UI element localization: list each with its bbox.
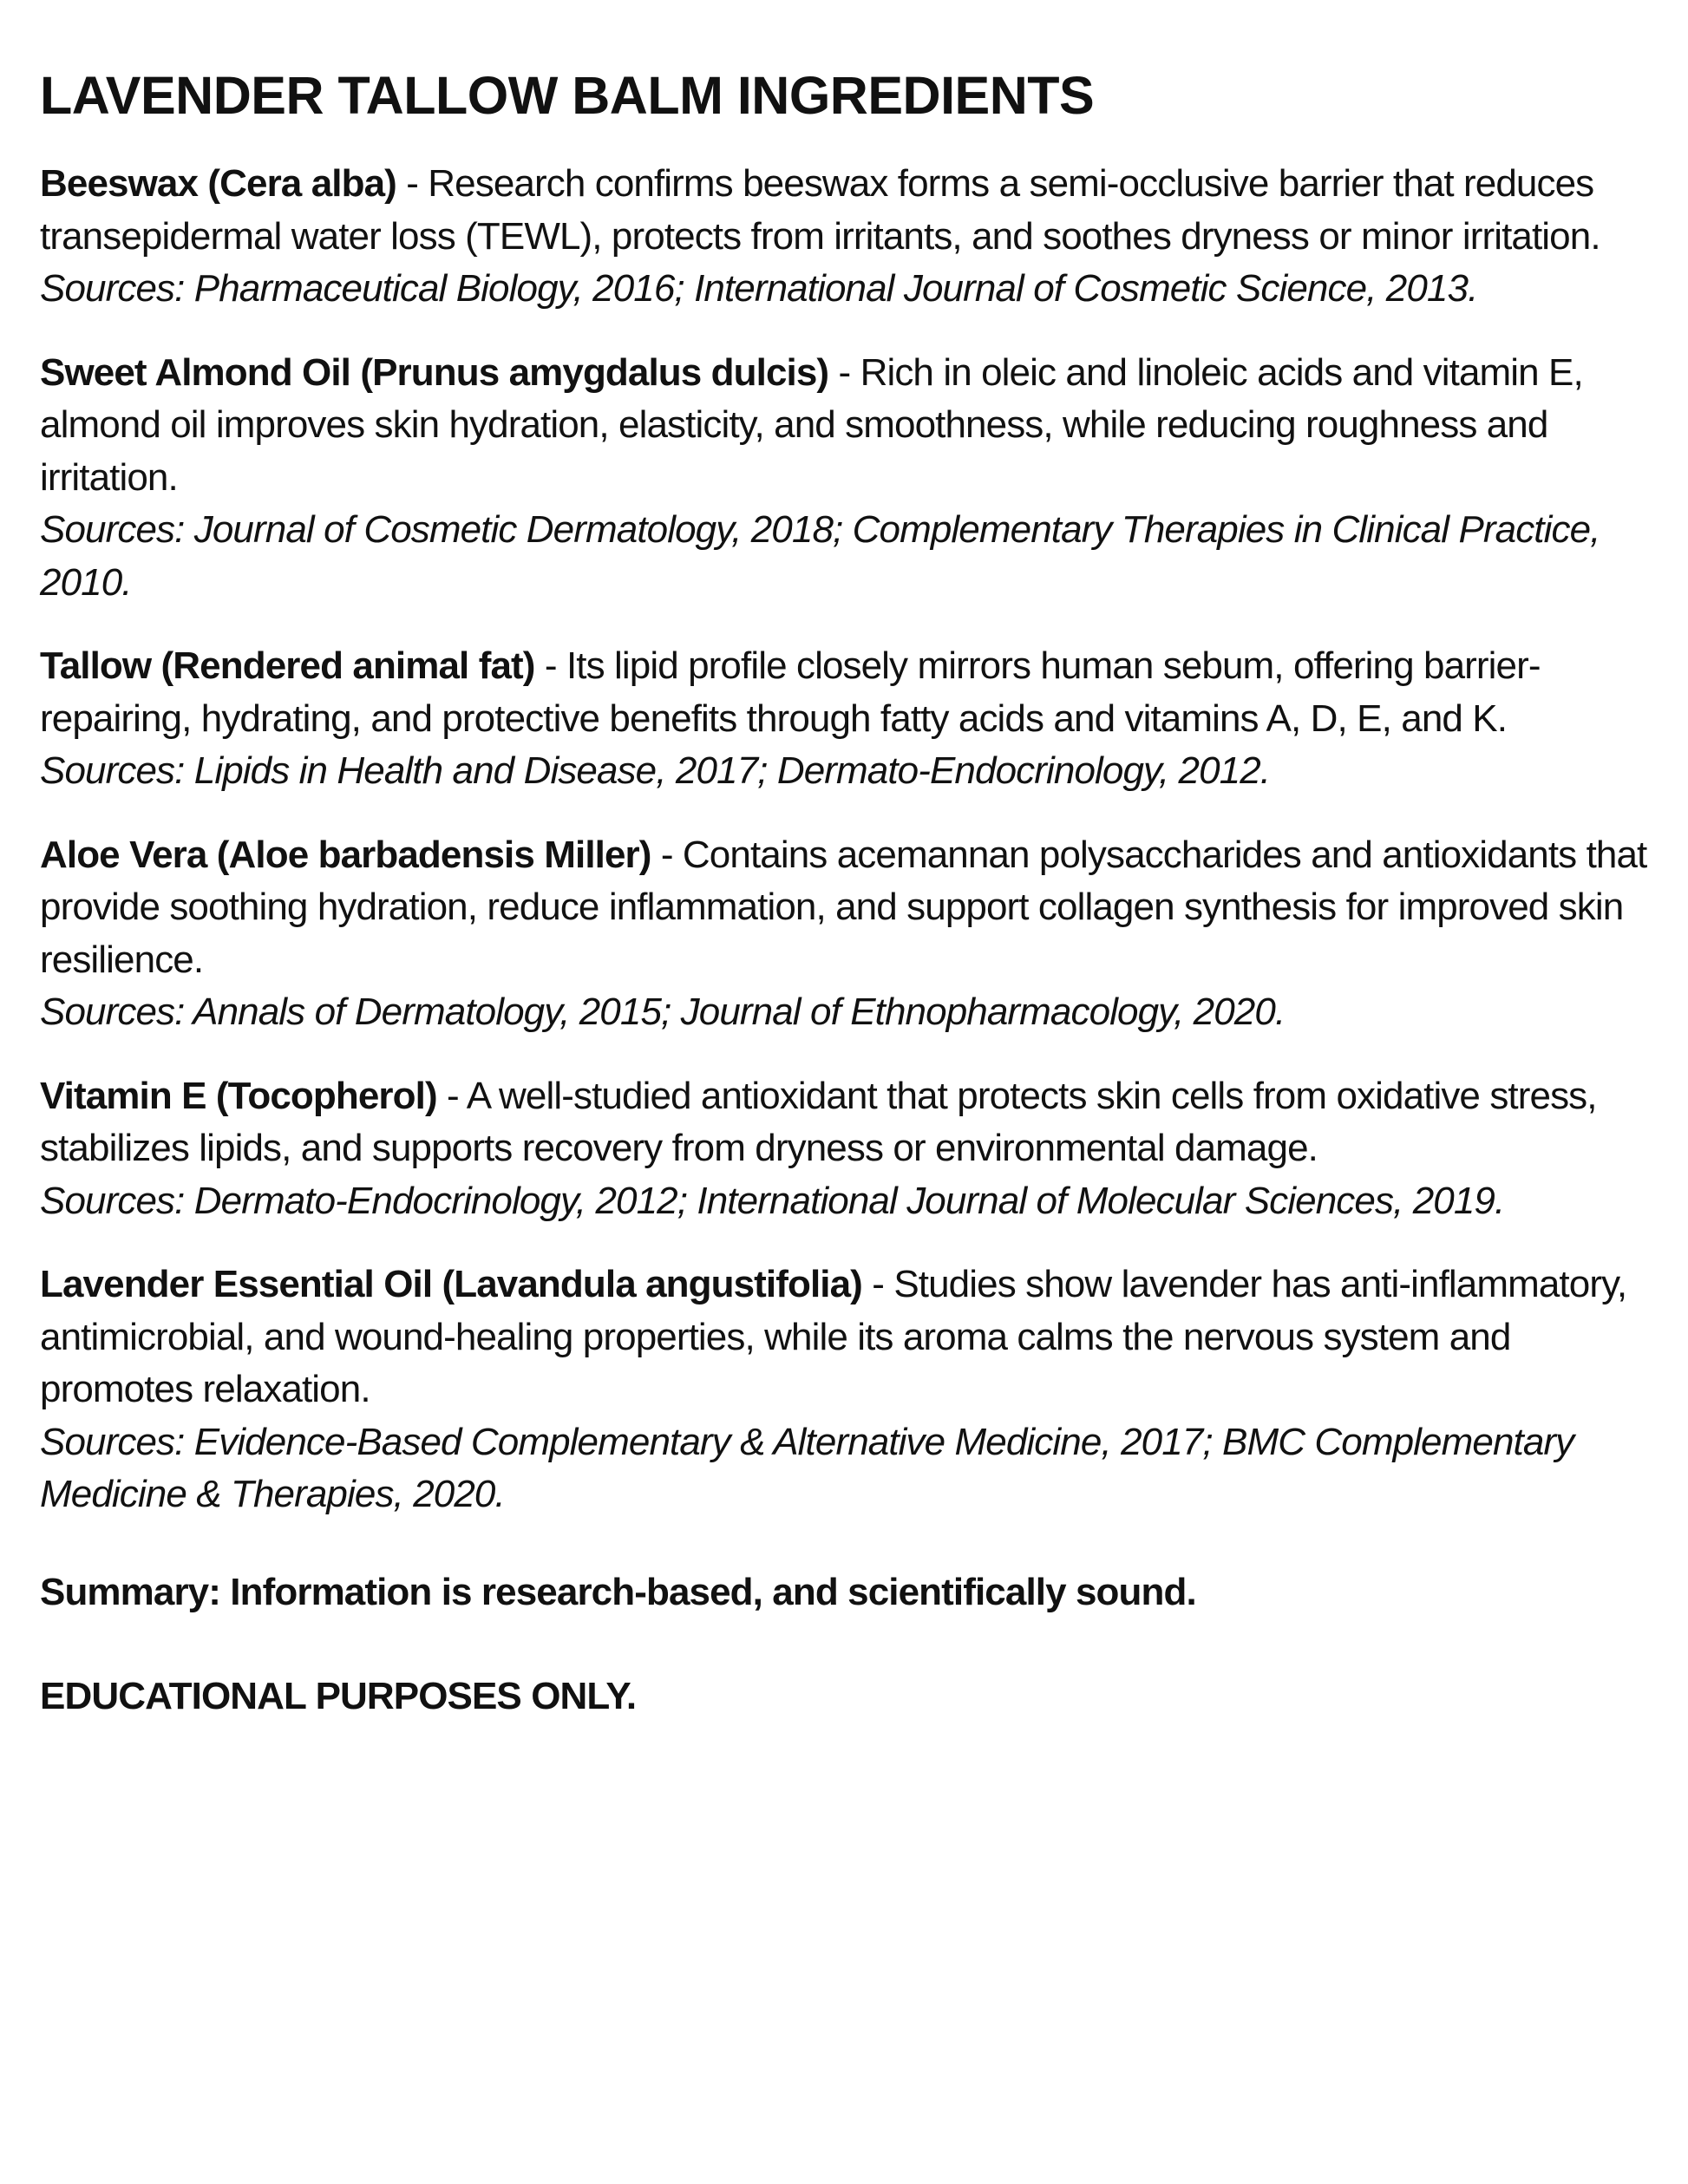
ingredient-sources: Sources: Lipids in Health and Disease, 2017; Dermato-Endocrinology, 2012. [40,749,1271,792]
document-title: LAVENDER TALLOW BALM INGREDIENTS [40,66,1095,125]
ingredient-sources: Sources: Journal of Cosmetic Dermatology, 2018; Complementary Therapies in Clinical Practice, 2010. [40,508,1600,604]
ingredient-description: Its lipid profile closely mirrors human sebum, offering barrier-repairing, hydrating, and protective benefits through fatty acids and vitamins A, D, E, and K. [40,644,1541,740]
ingredient-text [40,347,1653,505]
separator: - [828,350,860,394]
ingredient-entry [40,829,1653,1039]
ingredient-name: Aloe Vera (Aloe barbadensis Miller) [40,833,651,876]
ingredient-description: Studies show lavender has anti-inflammatory, antimicrobial, and wound-healing properties, while its aroma calms the nervous system and promotes relaxation. [40,1263,1627,1410]
ingredient-description: Contains acemannan polysaccharides and antioxidants that provide soothing hydration, reduce inflammation, and support collagen synthesis for improved skin resilience. [40,833,1647,981]
ingredient-name: Vitamin E (Tocopherol) [40,1074,437,1117]
ingredient-text [40,1259,1653,1416]
ingredient-description: Research confirms beeswax forms a semi-occlusive barrier that reduces transepidermal water loss (TEWL), protects from irritants, and soothes dryness or minor irritation. [40,162,1600,258]
ingredient-entry [40,640,1653,798]
summary-text: Summary: Information is research-based, and scientifically sound. [40,1570,1196,1613]
ingredient-name: Sweet Almond Oil (Prunus amygdalus dulcis) [40,350,829,394]
ingredient-entry [40,158,1653,316]
separator: - [534,644,566,687]
ingredient-entry [40,1070,1653,1228]
ingredient-entry [40,347,1653,610]
ingredient-name: Lavender Essential Oil (Lavandula angustifolia) [40,1263,862,1305]
ingredient-text [40,158,1653,263]
ingredient-sources: Sources: Annals of Dermatology, 2015; Journal of Ethnopharmacology, 2020. [40,991,1286,1033]
disclaimer-text: EDUCATIONAL PURPOSES ONLY. [40,1674,637,1717]
document-page [40,61,1653,1723]
separator: - [651,833,683,876]
ingredient-name: Tallow (Rendered animal fat) [40,644,535,687]
ingredient-text [40,640,1653,745]
ingredient-description: A well-studied antioxidant that protects skin cells from oxidative stress, stabilizes lipids, and supports recovery from dryness or environmental damage. [40,1074,1597,1169]
ingredient-text [40,1070,1653,1175]
separator: - [396,162,429,205]
ingredient-name: Beeswax (Cera alba) [40,162,396,205]
ingredient-entry [40,1259,1653,1521]
separator: - [436,1074,467,1117]
ingredient-text [40,829,1653,987]
ingredient-sources: Sources: Dermato-Endocrinology, 2012; International Journal of Molecular Sciences, 2019. [40,1179,1505,1222]
separator: - [861,1263,894,1305]
ingredient-sources: Sources: Pharmaceutical Biology, 2016; International Journal of Cosmetic Science, 2013. [40,267,1478,310]
ingredient-sources: Sources: Evidence-Based Complementary & Alternative Medicine, 2017; BMC Complementary Medicine & Therapies, 2020. [40,1420,1574,1515]
ingredient-description: Rich in oleic and linoleic acids and vitamin E, almond oil improves skin hydration, elasticity, and smoothness, while reducing roughness and irritation. [40,350,1583,499]
